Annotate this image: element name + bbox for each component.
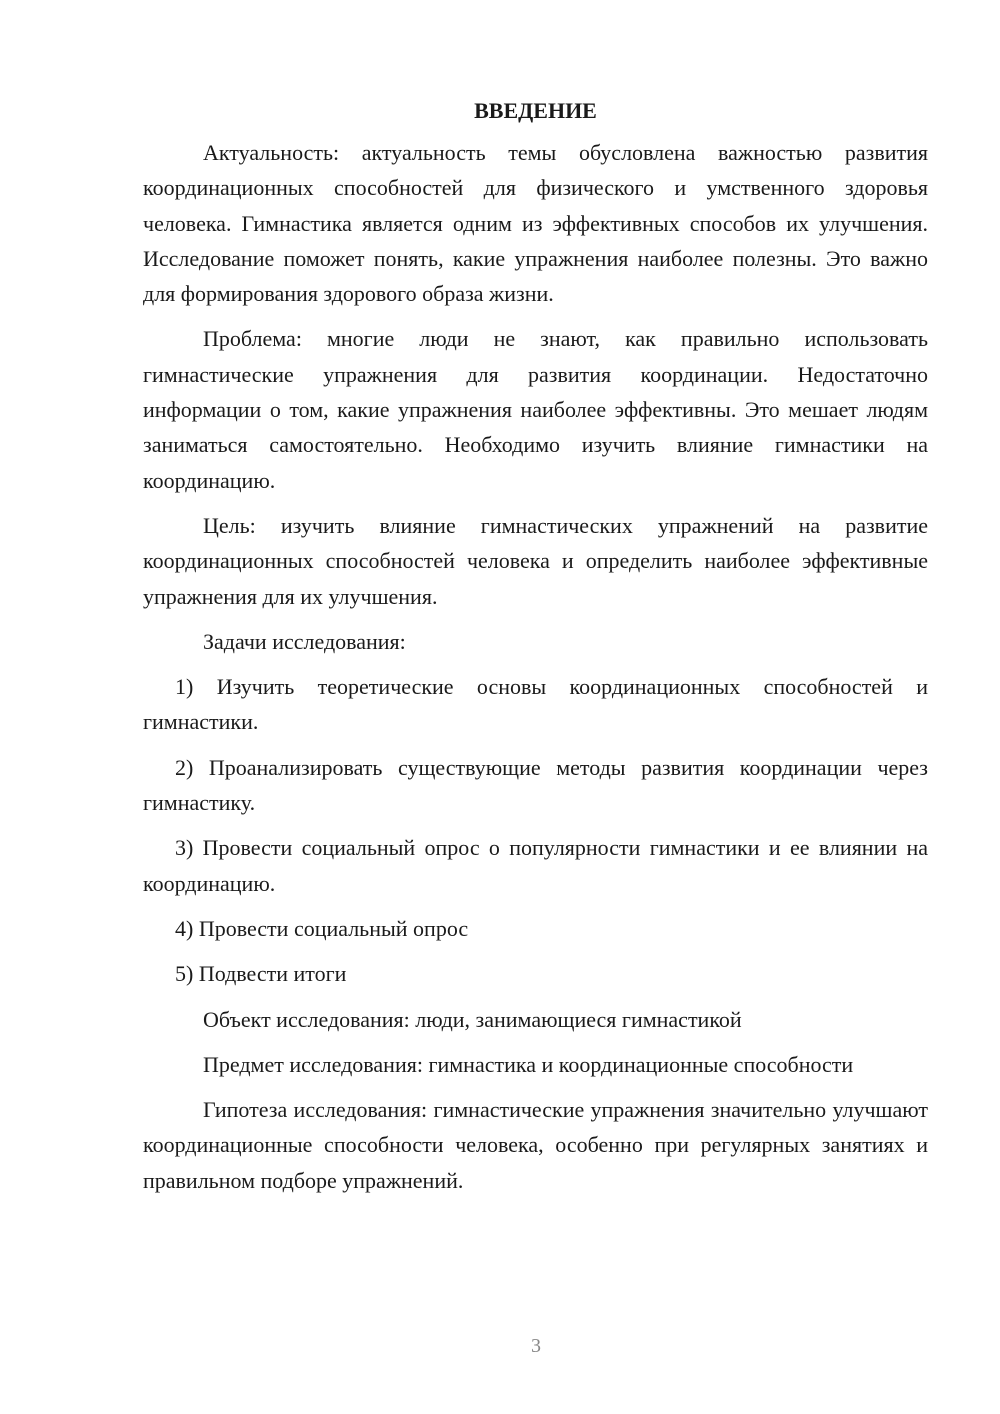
relevance-paragraph: Актуальность: актуальность темы обусловлена важностью развития координационных способностей для физического и умственного здоровья человека. Гимнастика является одним из эффективных способов их улучшения. Исследование поможет понять, какие упражнения наиболее полезны. Это важно для формирования здорового образа жизни. xyxy=(143,140,928,307)
task-item-4: 4) Провести социальный опрос xyxy=(175,915,469,941)
task-item-1: 1) Изучить теоретические основы координационных способностей и гимнастики. xyxy=(143,674,928,735)
task-item-5: 5) Подвести итоги xyxy=(175,961,347,987)
goal-paragraph: Цель: изучить влияние гимнастических упражнений на развитие координационных способностей человека и определить наиболее эффективные упражнения для их улучшения. xyxy=(143,512,928,609)
problem-paragraph: Проблема: многие люди не знают, как правильно использовать гимнастические упражнения для развития координации. Недостаточно информации о том, какие упражнения наиболее эффективны. Это мешает людям заниматься самостоятельно. Необходимо изучить влияние гимнастики на координацию. xyxy=(143,326,928,493)
page-title: ВВЕДЕНИЕ xyxy=(474,98,597,123)
document-page xyxy=(143,94,928,1208)
tasks-heading: Задачи исследования: xyxy=(203,628,406,654)
subject-paragraph: Предмет исследования: гимнастика и координационные способности xyxy=(203,1051,854,1077)
page-number: 3 xyxy=(531,1335,541,1357)
task-item-3: 3) Провести социальный опрос о популярности гимнастики и ее влиянии на координацию. xyxy=(143,835,928,896)
hypothesis-paragraph: Гипотеза исследования: гимнастические упражнения значительно улучшают координационные способности человека, особенно при регулярных занятиях и правильном подборе упражнений. xyxy=(143,1097,928,1193)
object-paragraph: Объект исследования: люди, занимающиеся гимнастикой xyxy=(203,1006,742,1032)
task-item-2: 2) Проанализировать существующие методы развития координации через гимнастику. xyxy=(143,754,928,816)
